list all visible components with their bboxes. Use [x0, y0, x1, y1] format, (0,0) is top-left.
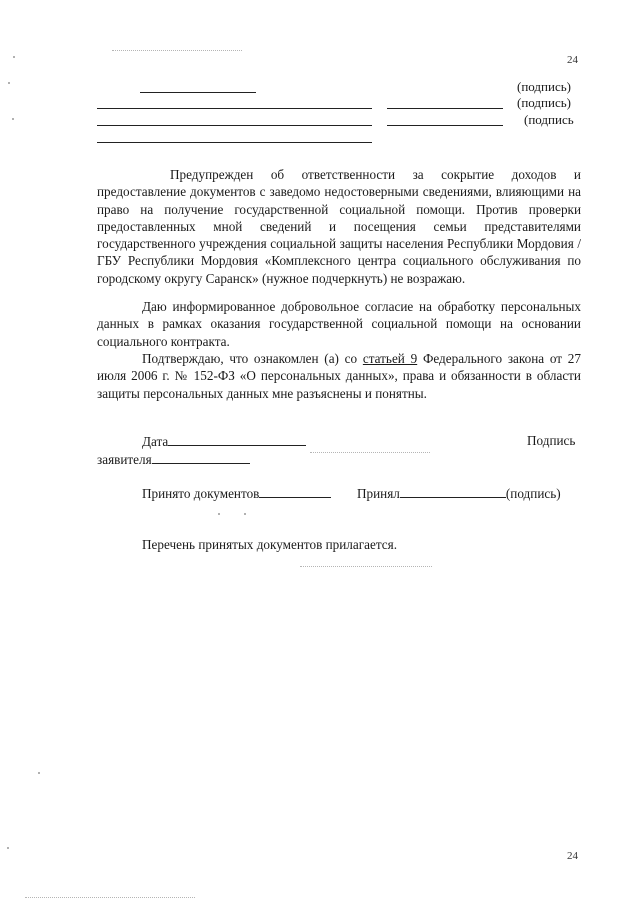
scan-artifact — [25, 897, 195, 898]
signature-label: (подпись — [524, 112, 574, 127]
scan-artifact — [12, 118, 14, 120]
signature-label: (подпись) — [517, 79, 571, 94]
signature-line[interactable] — [140, 92, 256, 93]
attached-list-note: Перечень принятых документов прилагается. — [142, 537, 397, 552]
scan-artifact — [7, 847, 9, 849]
received-row — [357, 485, 561, 502]
documents-count-field[interactable] — [259, 485, 331, 498]
acknowledgement-paragraph — [97, 350, 581, 402]
law-article-link[interactable]: статьей 9 — [362, 351, 418, 366]
scan-artifact — [38, 772, 40, 774]
received-label: Принял — [357, 486, 400, 501]
date-field[interactable] — [168, 433, 306, 446]
consent-text: Даю информированное добровольное согласие на обработку персональных данных в рамках оказания государственной социальной помощи на основании социального контракта. — [97, 299, 581, 349]
scan-artifact — [244, 513, 246, 515]
applicant-signature-field[interactable] — [152, 451, 250, 464]
scan-artifact — [310, 452, 430, 453]
signature-caption: Подпись — [527, 433, 576, 448]
received-signature-field[interactable] — [400, 485, 506, 498]
page-number-top: 24 — [567, 54, 578, 66]
page-number-bottom: 24 — [567, 850, 578, 862]
applicant-row — [97, 451, 250, 468]
signature-line[interactable] — [387, 108, 503, 109]
signature-line[interactable] — [97, 108, 372, 109]
scan-artifact — [218, 513, 220, 515]
liability-paragraph — [97, 166, 581, 287]
applicant-label: заявителя — [97, 452, 152, 467]
acknowledgement-text-start: Подтверждаю, что ознакомлен (а) со — [142, 351, 363, 366]
date-row — [142, 433, 306, 450]
scan-artifact — [300, 566, 432, 567]
date-label: Дата — [142, 434, 169, 449]
received-signature-label: (подпись) — [505, 486, 561, 501]
documents-count-label: Принято документов — [142, 486, 260, 501]
liability-text: Предупрежден об ответственности за сокрытие доходов и предоставление документов с заведомо недостоверными сведениями, влияющими на право на получение государственной социальной помощи. Против проверки предоставленных мной сведений и посещения семьи представителями государственного учреждения социальной защиты населения Республики Мордовия / ГБУ Республики Мордовия «Комплексного центра социального обслуживания по городскому округу Саранск» (нужное подчеркнуть) не возражаю. — [97, 167, 581, 286]
signature-line[interactable] — [387, 125, 503, 126]
scan-artifact — [112, 50, 242, 51]
accepted-documents-row — [142, 485, 331, 502]
consent-paragraph — [97, 298, 581, 350]
scan-artifact — [8, 82, 10, 84]
acknowledgement-text-end: Федерального закона от 27 июля 2006 г. № 152-ФЗ «О персональных данных», права и обязанности в области защиты персональных данных мне разъяснены и понятны. — [97, 351, 581, 401]
scan-artifact — [13, 56, 15, 58]
signature-line[interactable] — [97, 142, 372, 143]
signature-line[interactable] — [97, 125, 372, 126]
signature-label: (подпись) — [517, 95, 571, 110]
